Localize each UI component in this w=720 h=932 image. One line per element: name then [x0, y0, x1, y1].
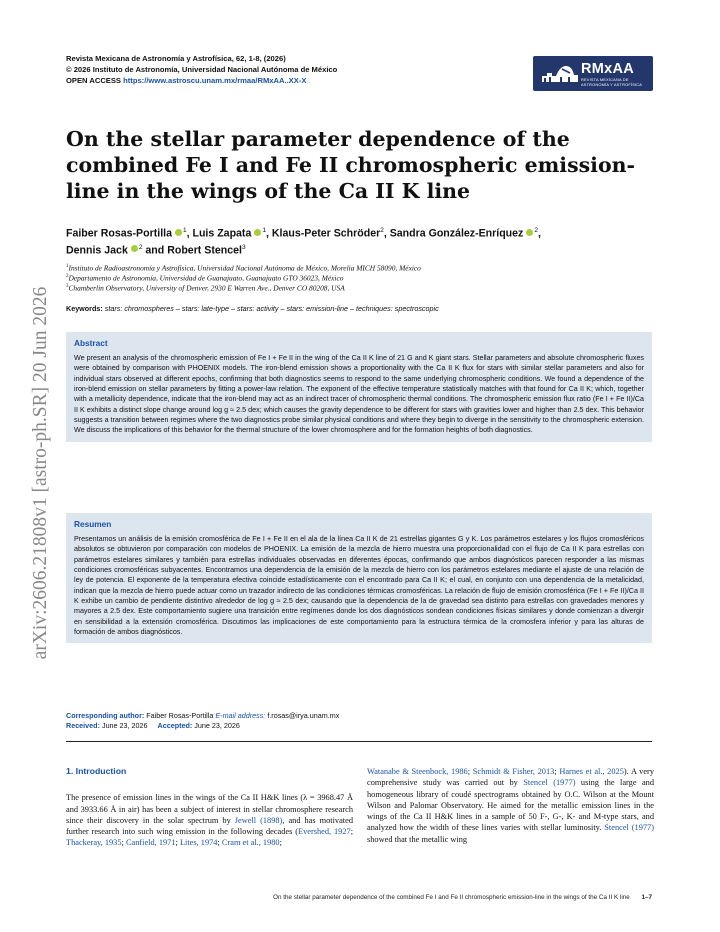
intro-text-4: using the large and homogeneous library of coudé spectrograms obtained by O.C. Wilson at the Mount Wilson and Palomar Observatory. He aimed for the metallic emission lines in the wings of the Ca II H&K lines in a sample of 50 F-, G-, K- and M-type stars, and analyzed how the width of these lines varies with stellar luminosity.: [367, 778, 655, 833]
intro-paragraph-continued: Watanabe & Steenbock, 1986; Schmidt & Fisher, 2013; Harnes et al., 2025). A very comprehensive study was carried out by Stencel (1977) using the large and homogeneous library of coudé spectrograms obtained by O.C. Wilson at the Mount Wilson and Palomar Observatory. He aimed for the metallic emission lines in the wings of the Ca II H&K lines in a sample of 50 F-, G-, K- and M-type stars, and analyzed how the width of these lines varies with stellar luminosity. Stencel (1977) showed that the metallic wing: [367, 767, 655, 844]
journal-header: [66, 53, 337, 86]
page-number: 1–7: [641, 894, 652, 901]
running-title: On the stellar parameter dependence of the combined Fe I and Fe II chromospheric emission-line in the wings of the Ca II K line: [273, 894, 630, 901]
citation-stencel-2[interactable]: Stencel (1977): [604, 823, 654, 833]
affiliation-item: [66, 263, 666, 273]
keywords: [66, 304, 666, 313]
accepted-date: June 23, 2026: [194, 720, 240, 730]
author-name: Klaus-Peter Schröder: [271, 227, 381, 240]
section-heading-introduction: 1. Introduction: [66, 766, 127, 776]
received-date: June 23, 2026: [101, 720, 148, 730]
intro-text-5: showed that the metallic wing: [367, 834, 468, 844]
orcid-icon[interactable]: [175, 229, 182, 236]
logo-sub-line1: REVISTA MEXICANA DE: [581, 77, 629, 82]
author-name: Luis Zapata: [192, 227, 252, 240]
affiliation-number: 1: [66, 264, 69, 269]
author-affiliation-marker: 2: [534, 227, 538, 234]
author-name: Dennis Jack: [66, 244, 128, 257]
citation-canfield[interactable]: Canfield, 1971: [125, 838, 176, 848]
abstract-box: [66, 332, 652, 442]
arxiv-stamp-text: arXiv:2606.21808v1 [astro-ph.SR] 20 Jun 2026: [30, 286, 51, 660]
logo-subtitle: [581, 78, 642, 87]
corresponding-author-name: Faiber Rosas-Portilla: [146, 711, 214, 720]
citation-harnes[interactable]: Harnes et al., 2025: [559, 767, 624, 776]
affiliation-text: Chamberlin Observatory, University of Denver, 2930 E Warren Ave., Denver CO 80208, USA: [68, 283, 345, 293]
affiliation-text: Instituto de Radioastronomía y Astrofísica, Universidad Nacional Autónoma de México, Morelia MICH 58090, México: [68, 263, 421, 273]
keywords-text: stars: chromospheres – stars: late-type – stars: activity – stars: emission-line – techniques: spectroscopic: [104, 304, 439, 313]
journal-citation: Revista Mexicana de Astronomía y Astrofísica, 62, 1-8, (2026): [66, 54, 286, 63]
resumen-heading: Resumen: [74, 519, 112, 529]
citation-watanabe[interactable]: Watanabe & Steenbock, 1986: [367, 767, 468, 776]
email-link[interactable]: f.rosas@irya.unam.mx: [267, 711, 340, 720]
abstract-heading: Abstract: [74, 338, 108, 348]
author-list: [66, 224, 666, 257]
author-affiliation-marker: 2: [138, 243, 143, 251]
citation-cram[interactable]: Cram et al., 1980: [221, 838, 280, 848]
open-access-label: OPEN ACCESS: [66, 76, 121, 85]
accepted-label: Accepted:: [157, 720, 193, 730]
logo-sub-line2: ASTRONOMÍA Y ASTROFÍSICA: [581, 81, 643, 87]
page-footer: [66, 894, 652, 901]
body-column-left: [66, 766, 353, 849]
intro-text-2: , and has motivated further research into such wing emission in the following decades (: [66, 815, 353, 837]
author-name: Robert Stencel: [167, 244, 242, 257]
citation-lites[interactable]: Lites, 1974: [179, 838, 218, 848]
arxiv-stamp: [2, 238, 62, 708]
author-name: Sandra González-Enríquez: [389, 227, 524, 240]
resumen-box: [66, 513, 652, 643]
corresponding-author-label: Corresponding author:: [66, 711, 145, 720]
resumen-text: Presentamos un análisis de la emisión cromosférica de Fe I + Fe II en el ala de la línea Ca II K de 21 estrellas gigantes G y K. Los parámetros estelares y los flujos cromosféricos absolutos se obtuvieron por comparación con modelos de PHOENIX. La emisión de la mezcla de hierro muestra una proporcionalidad con el flujo de Ca II K para estrellas con parámetros estelares similares y también para estrellas individuales observadas en diferentes épocas, confirmando que ambos diagnósticos parecen responder a las mismas condiciones cromosféricas subyacentes. Encontramos una dependencia de la emisión de la mezcla de hierro con los parámetros estelares mediante el ajuste de una relación de ley de potencia. El exponente de la temperatura efectiva coincide estadísticamente con el encontrado para Ca II K; el cual, en conjunto con una dependencia de la metalicidad, indican que la mezcla de hierro puede actuar como un trazador indirecto de las condiciones térmicas cromosféricas. La relación de flujo de emisión cromosférica (Fe I + Fe II)/Ca II K exhibe un cambio de pendiente distintivo alrededor de log g ≈ 2.5 dex; causando que la dependencia de la de gravedad sea distinto para estrellas con gravedades menores y mayores a 2.5 dex. Este comportamiento sugiere una transición entre regímenes donde los dos diagnósticos sondean condiciones físicas similares y donde comienzan a divergir en sensibilidad a la extensión cromosférica. Discutimos las implicaciones de este comportamiento para la estructura térmica de la cromosfera inferior y para las alturas de formación de ambos diagnósticos.: [74, 535, 644, 637]
paper-title: On the stellar parameter dependence of the combined Fe I and Fe II chromospheric emission-line in the wings of the Ca II K line: [66, 127, 636, 203]
intro-text-3: ). A very comprehensive study was carried out by: [367, 767, 655, 788]
section-divider: [66, 741, 652, 742]
author-affiliation-marker: 2: [380, 227, 384, 234]
citation-thackeray[interactable]: Thackeray, 1935: [66, 838, 122, 848]
correspondence-block: [66, 711, 339, 730]
citation-jewell[interactable]: Jewell (1898): [234, 815, 283, 825]
author-separator: and: [142, 244, 168, 257]
author-affiliation-marker: 3: [241, 243, 246, 251]
affiliation-list: [66, 263, 666, 293]
affiliation-text: Departamento de Astronomía, Universidad de Guanajuato, Guanajuato GTO 36023, México: [68, 273, 344, 283]
logo-brand: RMxAA: [581, 61, 635, 77]
received-label: Received:: [66, 720, 100, 730]
citation-schmidt[interactable]: Schmidt & Fisher, 2013: [472, 767, 555, 776]
orcid-icon[interactable]: [131, 245, 138, 252]
email-label: E-mail address:: [215, 711, 266, 720]
abstract-text: We present an analysis of the chromospheric emission of Fe I + Fe II in the wing of the Ca II K line of 21 G and K giant stars. Stellar parameters and absolute chromospheric fluxes were obtained by comparison with PHOENIX models. The iron-blend emission shows a proportionality with the Ca II K flux for stars with similar stellar parameters and also for individual stars observed at different epochs, confirming that both diagnostics seems to respond to the same underlying chromospheric conditions. We found a dependence of the iron-blend emission on stellar parameters by fitting a power-law relation. The exponent of the effective temperature statistically matches with that found for Ca II K; which, together with a metallicity dependence, indicate that the iron-blend may act as an indirect tracer of chromospheric thermal conditions. The chromospheric emission flux ratio (Fe I + Fe II)/Ca II K exhibits a distinct slope change around log g ≈ 2.5 dex; which causes the gravity dependence to be different for stars with gravities lower and higher than 2.5 dex. This behavior suggests a transition between regimes where the two diagnostics probe similar physical conditions and where they begin to diverge in the sensitivity to the chromospheric extension. We discuss the implications of this behavior for the thermal structure of the lower chromosphere and for the formation heights of both diagnostics.: [74, 354, 644, 435]
affiliation-number: 2: [66, 274, 69, 280]
affiliation-item: [66, 273, 666, 283]
author-affiliation-marker: 1: [262, 227, 266, 234]
affiliation-item: [66, 283, 666, 293]
citation-stencel[interactable]: Stencel (1977): [523, 778, 576, 788]
body-column-right: [367, 766, 654, 845]
citation-evershed[interactable]: Evershed, 1927: [298, 827, 351, 837]
affiliation-number: 3: [66, 284, 69, 290]
orcid-icon[interactable]: [254, 229, 261, 236]
author-name: Faiber Rosas-Portilla: [66, 227, 172, 240]
author-separator: ,: [537, 227, 541, 240]
orcid-icon[interactable]: [526, 229, 533, 236]
author-separator: ,: [383, 227, 390, 240]
author-affiliation-marker: 1: [182, 227, 187, 234]
journal-copyright: © 2026 Instituto de Astronomía, Universidad Nacional Autónoma de México: [66, 65, 338, 74]
journal-url-link[interactable]: https://www.astroscu.unam.mx/rmaa/RMxAA..XX-X: [123, 76, 307, 85]
author-separator: ,: [265, 227, 272, 240]
rmxaa-logo: [533, 56, 653, 91]
keywords-label: Keywords:: [66, 304, 103, 313]
observatory-icon: [540, 63, 580, 83]
intro-paragraph: The presence of emission lines in the wings of the Ca II H&K lines (λ = 3968.47 Å and 3933.66 Å in air) has been a subject of interest in stellar chromosphere research since their discovery in the solar spectrum by Jewell (1898), and has motivated further research into such wing emission in the following decades (Evershed, 1927; Thackeray, 1935; Canfield, 1971; Lites, 1974; Cram et al., 1980;: [66, 793, 354, 848]
intro-text-1: The presence of emission lines in the wings of the Ca II H&K lines (λ = 3968.47 Å and 3933.66 Å in air) has been a subject of interest in stellar chromosphere research since their discovery in the solar spectrum by: [66, 793, 353, 825]
author-separator: ,: [186, 227, 193, 240]
